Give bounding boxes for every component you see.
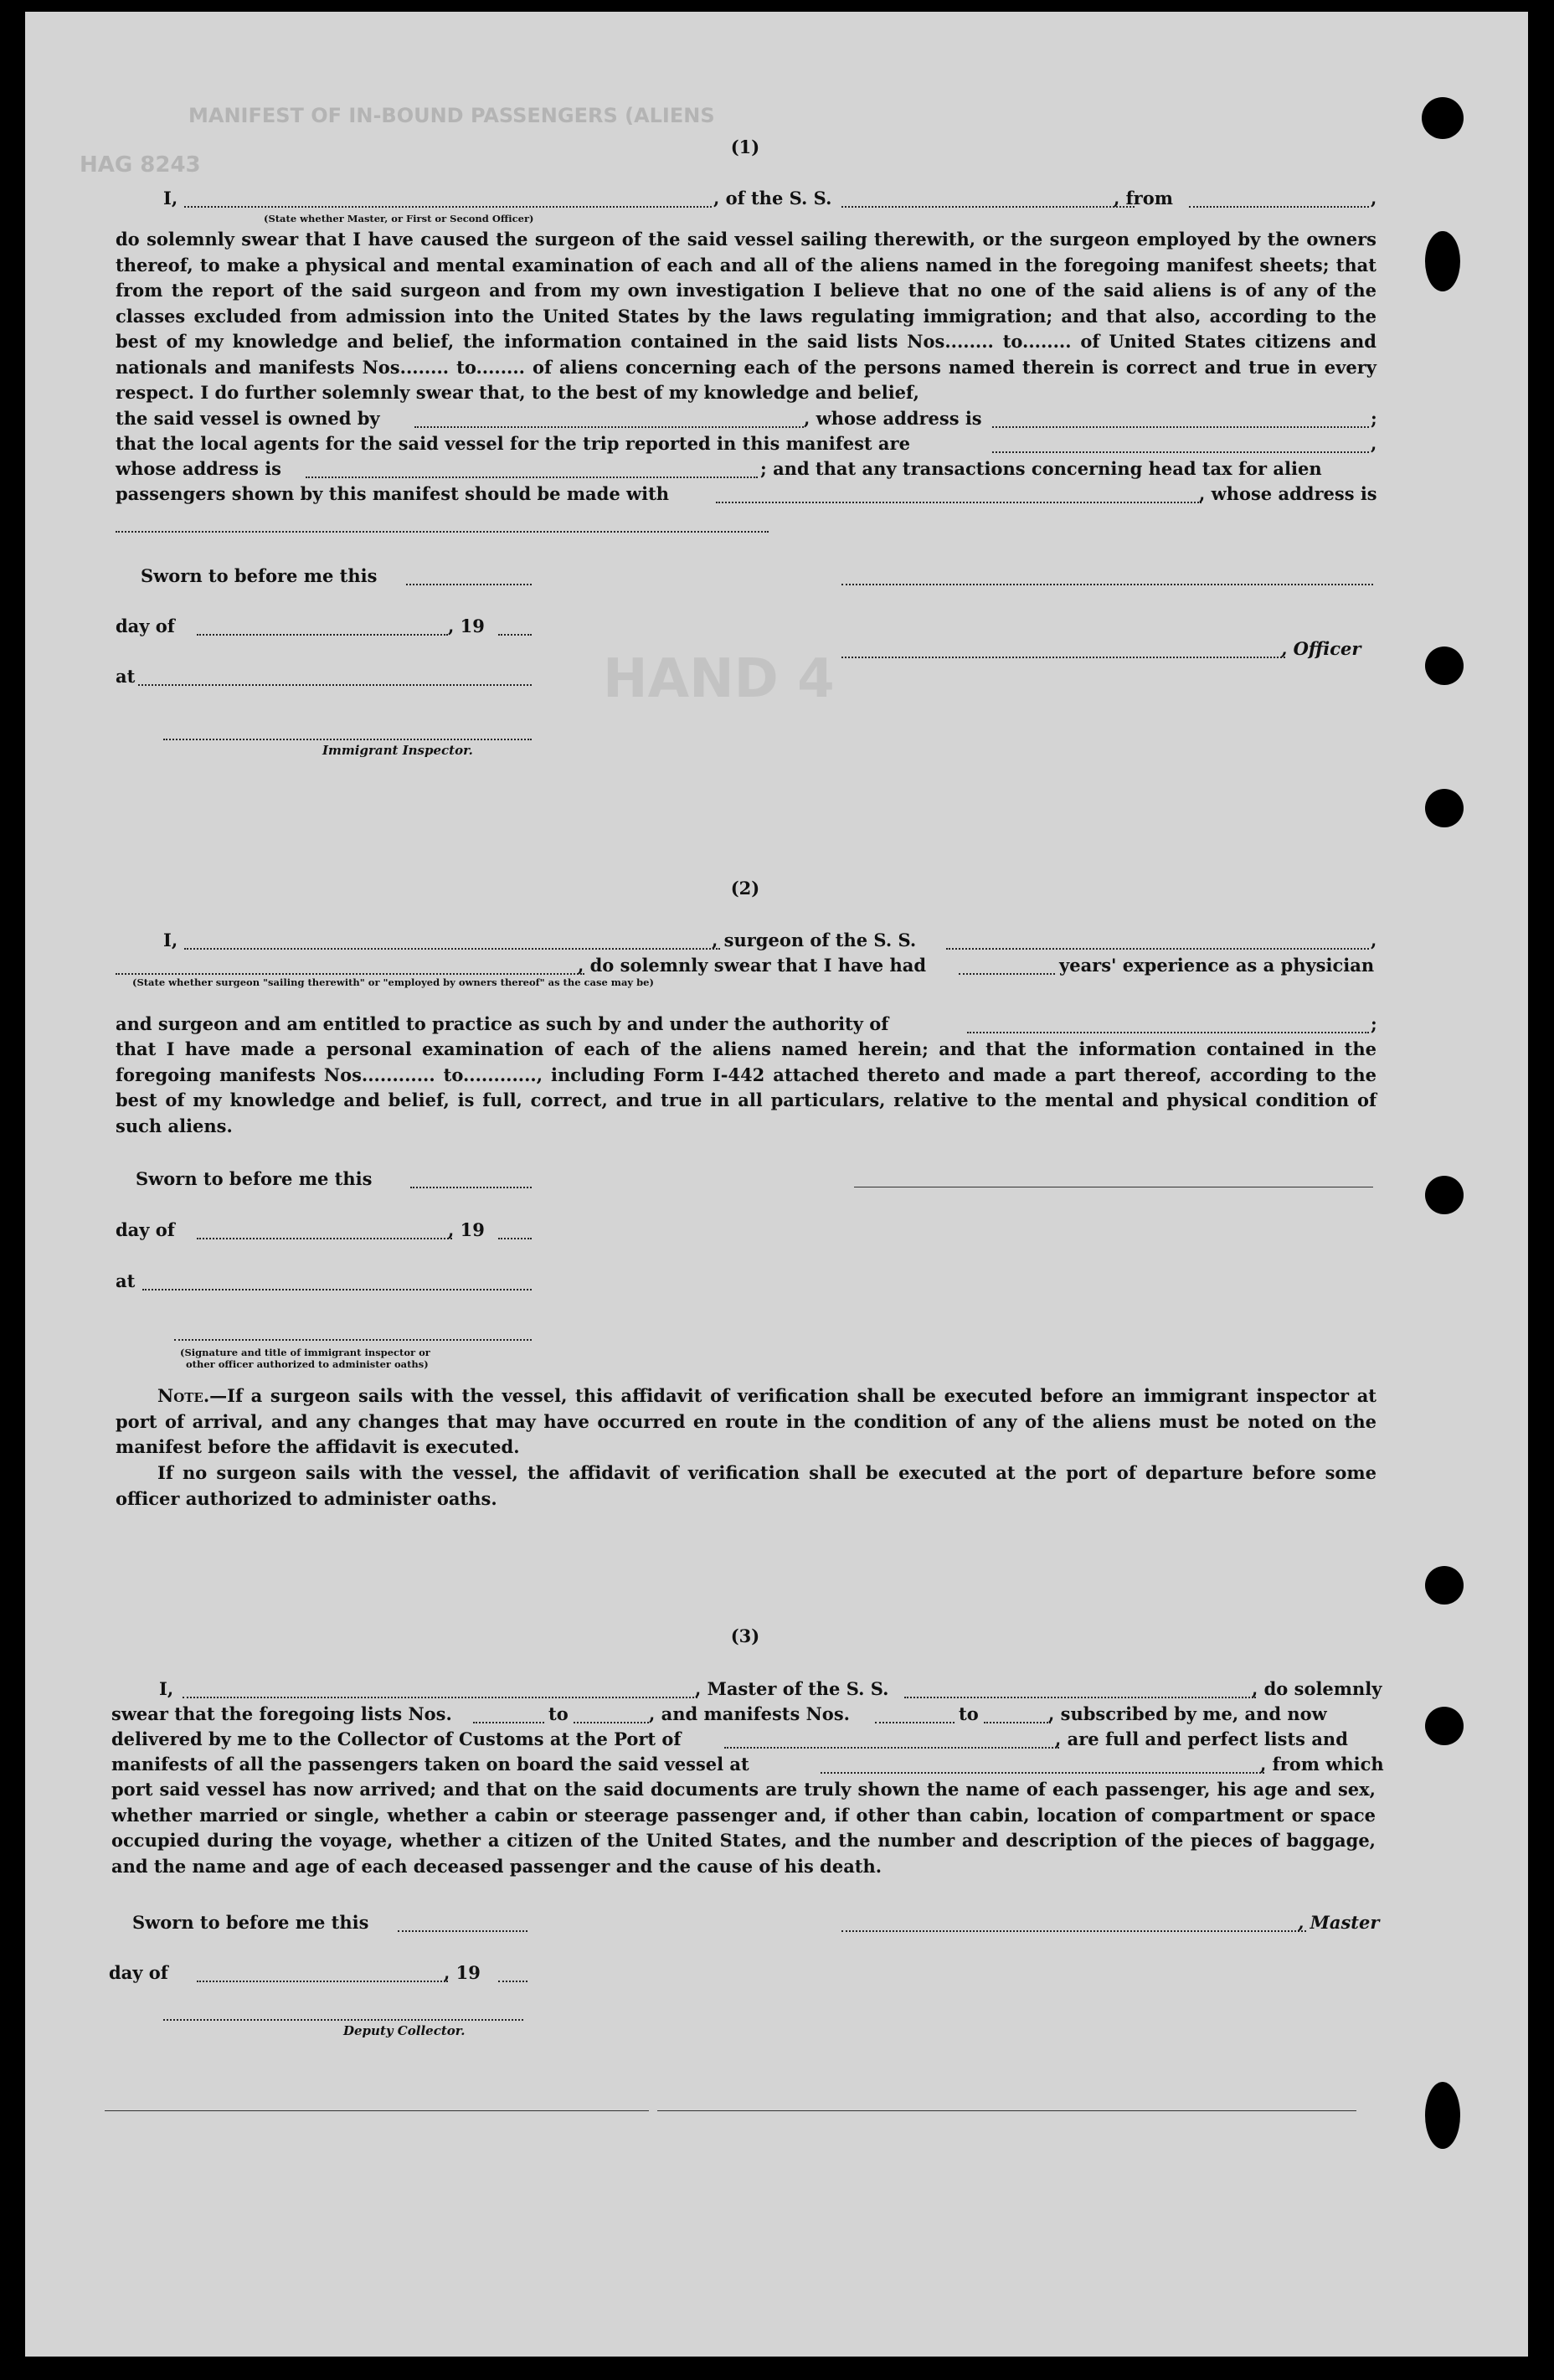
section2-at-field [142,1289,532,1290]
punch-hole [1425,1707,1464,1745]
surgeon-vessel-field [946,948,1369,950]
head-tax-text: ; and that any transactions concerning head tax for alien [760,458,1322,479]
master-caption: , Master [1298,1912,1380,1933]
section1-from: , from [1114,188,1173,209]
departure-port-field [1189,206,1369,208]
owner-field [414,426,804,428]
collector-port-label: delivered by me to the Collector of Customs at the Port of [111,1728,682,1749]
authority-end: ; [1371,1013,1377,1034]
perfect-lists-text: , are full and perfect lists and [1055,1728,1348,1749]
surgeon-line-end: , [1371,930,1377,950]
section3-number: (3) [730,1625,760,1646]
bottom-rule-left [105,2110,649,2111]
section3-sworn-date-field [398,1930,527,1932]
section1-officer-signature-line [841,584,1373,585]
bottom-rule-right [657,2110,1356,2111]
section2-year-field [498,1238,532,1239]
section3-year-field [498,1981,527,1982]
manifests-from-field [875,1722,955,1723]
manifests-to-field [984,1722,1051,1723]
agents-address-label: whose address is [116,458,282,479]
owned-by-label: the said vessel is owned by [116,408,380,429]
section2-body: that I have made a personal examination of each of the aliens named herein; and that the information contained in the foregoing manifests Nos............ to............, including Form I-442 attached thereto and made a part thereof, according to the best of my knowledge and belief, is full, correct, and true in all particulars, relative to the mental and physical condition of such aliens. [116,1038,1376,1136]
agents-address-field [306,477,758,478]
sig-caption-1: (Signature and title of immigrant inspector or [180,1347,430,1358]
deputy-signature-line [163,2019,523,2021]
authority-field [967,1032,1369,1033]
master-name-field [183,1697,697,1698]
section1-oath-body: do solemnly swear that I have caused the surgeon of the said vessel sailing therewith, or the surgeon employed by the owners thereof, to make a physical and mental examination of each and all of the aliens named in the foregoing manifest sheets; that from the report of the said surgeon and from my own investigation I believe that no one of the said aliens is of any of the classes excluded from admission into the United States by the laws regulating immigration; and that also, according to the best of my knowledge and belief, the information contained in the said lists Nos........ to........ of United States citizens and nationals and manifests Nos........ to........ of aliens concerning each of the persons named therein is correct and true in every respect. I do further solemnly swear that, to the best of my knowledge and belief, [116,229,1376,403]
section1-day-field [197,634,448,636]
section2-day-field [197,1238,452,1239]
officer-note: (State whether Master, or First or Second Officer) [264,213,534,224]
punch-hole [1422,97,1464,139]
owner-address-end: ; [1371,408,1377,429]
subscribed-text: , subscribed by me, and now [1048,1703,1327,1724]
section1-at-field [138,684,532,686]
agents-end: , [1371,433,1377,454]
punch-hole [1425,789,1464,827]
section1-of-ss: , of the S. S. [713,188,832,209]
ghost-stamp-text: HAND 4 [603,648,835,710]
section1-number: (1) [730,137,760,157]
agents-field [992,451,1369,453]
surgeon-of-ss: , surgeon of the S. S. [712,930,917,950]
punch-hole [1425,231,1460,291]
punch-hole [1425,1566,1464,1605]
surgeon-swear: , do solemnly swear that I have had [578,955,927,976]
section1-nineteen: , 19 [448,616,485,636]
section3-i: I, [159,1678,174,1699]
owner-address-label: , whose address is [804,408,982,429]
authority-label: and surgeon and am entitled to practice as such by and under the authority of [116,1013,889,1034]
surgeon-name-field [184,948,720,950]
note-paragraph [116,1383,1376,1460]
manifests-label: , and manifests Nos. [649,1703,850,1724]
section1-comma: , [1371,188,1377,209]
punch-hole [1425,1176,1464,1214]
surgeon-years-field [959,973,1055,975]
section1-sworn-date-field [406,584,532,585]
manifests-to: to [959,1703,979,1724]
collector-port-field [724,1747,1059,1749]
vessel-name-field [841,206,1135,208]
section1-year-field [498,634,532,636]
head-tax-party-field [716,502,1202,503]
officer-caption: , Officer [1281,638,1361,659]
section2-sworn-date-field [410,1187,532,1188]
section3-day-of: day of [109,1962,168,1983]
section3-nineteen: , 19 [444,1962,481,1983]
section2-day-of: day of [116,1219,175,1240]
lists-from-field [473,1722,544,1723]
punch-hole [1425,2082,1460,2149]
owner-address-field [992,426,1369,428]
punch-hole [1425,647,1464,685]
surgeon-status-field [116,973,584,975]
deputy-caption: Deputy Collector. [343,2023,466,2038]
section1-at: at [116,666,136,687]
lists-to: to [548,1703,569,1724]
master-of-ss: , Master of the S. S. [695,1678,889,1699]
note-label: Note. [157,1385,210,1406]
inspector-signature-line [163,739,532,740]
section2-sworn: Sworn to before me this [136,1168,373,1189]
head-tax-address-field [116,531,769,533]
section2-number: (2) [730,878,760,899]
section1-i: I, [163,188,178,209]
section1-sworn: Sworn to before me this [141,565,378,586]
section3-body: port said vessel has now arrived; and that on the said documents are truly shown the name of each passenger, his age and sex, whether married or single, whether a cabin or steerage passenger and, if other than cabin, location of compartment or space occupied during the voyage, whether a citizen of the United States, and the number and description of the pieces of baggage, and the name and age of each deceased passenger and the cause of his death. [111,1779,1376,1877]
note2-paragraph: If no surgeon sails with the vessel, the affidavit of verification shall be executed at the port of departure before some officer authorized to administer oaths. [116,1462,1376,1509]
master-signature-line [841,1930,1306,1932]
lists-to-field [574,1722,649,1723]
section3-day-field [197,1981,448,1982]
passengers-label: passengers shown by this manifest should be made with [116,483,670,504]
boarded-at-field [821,1772,1264,1774]
section1-officer-title-line [841,657,1285,658]
surgeon-years-text: years' experience as a physician [1059,955,1375,976]
boarded-at-label: manifests of all the passengers taken on board the said vessel at [111,1754,749,1775]
agents-label: that the local agents for the said vessel for the trip reported in this manifest are [116,433,910,454]
master-vessel-field [904,1697,1256,1698]
surgeon-note: (State whether surgeon "sailing therewith" or "employed by owners thereof" as the case may be) [132,976,654,988]
officer-name-field [184,206,712,208]
section2-nineteen: , 19 [448,1219,485,1240]
from-which-text: , from which [1260,1754,1384,1775]
section2-inspector-signature-line [174,1339,532,1341]
section3-sworn: Sworn to before me this [132,1912,369,1933]
section2-at: at [116,1270,136,1291]
master-swear: , do solemnly [1252,1678,1382,1699]
section2-i: I, [163,930,178,950]
inspector-caption: Immigrant Inspector. [322,743,473,758]
note-body: —If a surgeon sails with the vessel, this affidavit of verification shall be executed before an immigrant inspector at port of arrival, and any changes that may have occurred en route in the condition of any of the aliens must be noted on the manifest before the affidavit is executed. [116,1385,1376,1457]
ghost-header-text: MANIFEST OF IN-BOUND PASSENGERS (ALIENS [188,104,715,127]
ghost-id-text: HAG 8243 [80,152,201,178]
manifest-verification-page [25,12,1528,2357]
passengers-address-label: , whose address is [1199,483,1377,504]
sig-caption-2: other officer authorized to administer oaths) [186,1358,429,1370]
section1-day-of: day of [116,616,175,636]
lists-label: swear that the foregoing lists Nos. [111,1703,452,1724]
